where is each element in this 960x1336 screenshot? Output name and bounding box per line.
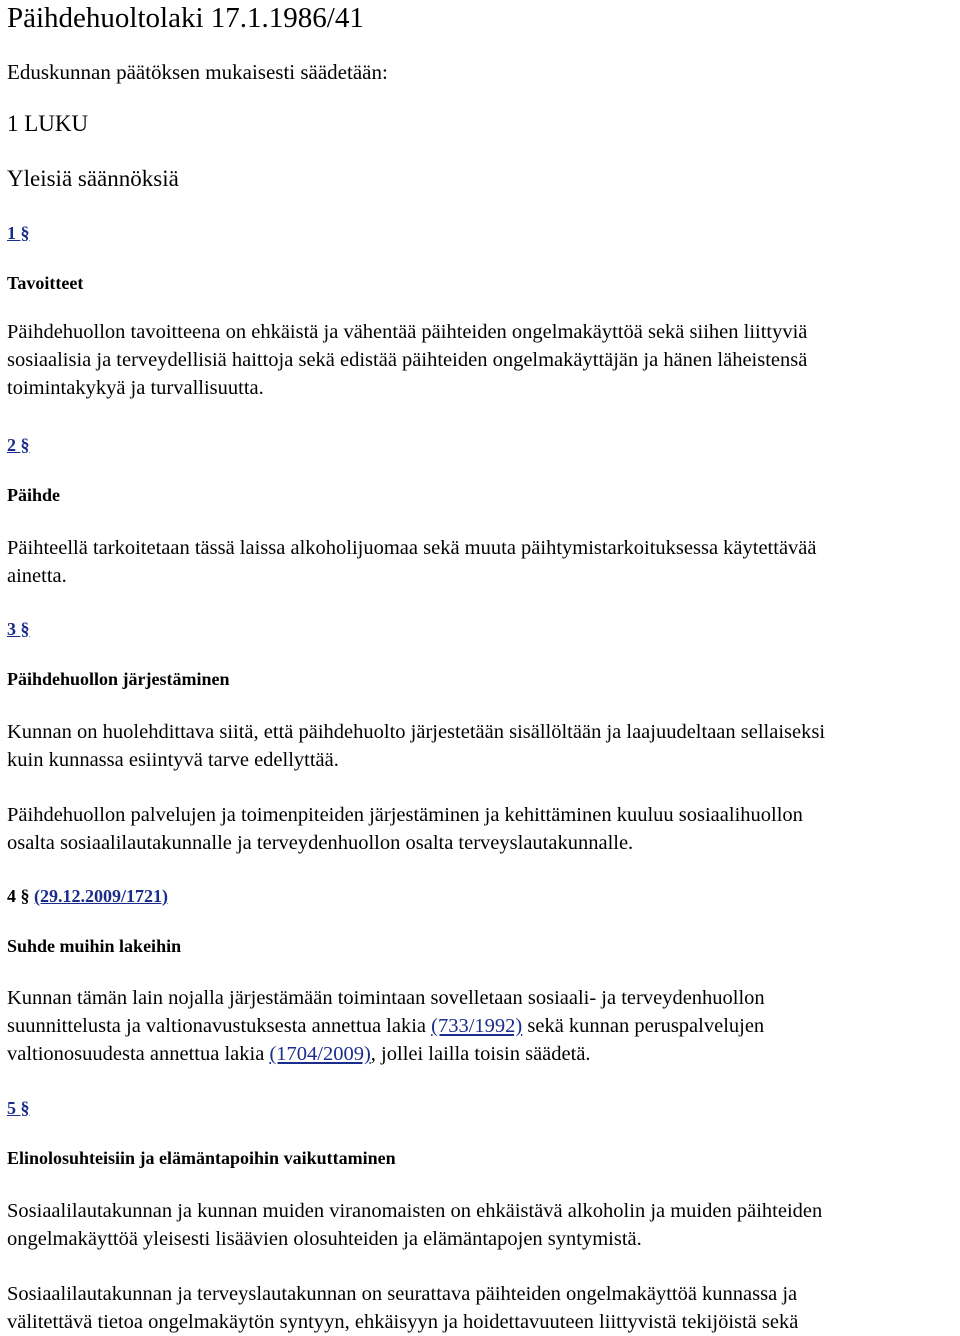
section-number: 5	[7, 1098, 16, 1118]
paragraph-line: osalta sosiaalilautakunnalle ja terveydenhuollon osalta terveyslautakunnalle.	[7, 832, 634, 854]
text-run: valtionosuudesta annettua lakia	[7, 1043, 270, 1065]
section-number: 1	[7, 223, 16, 243]
paragraph-line: Päihdehuollon tavoitteena on ehkäistä ja vähentää päihteiden ongelmakäyttöä sekä siihen liittyviä	[7, 321, 808, 343]
section-paragraph	[7, 801, 957, 857]
paragraph-line	[7, 1012, 957, 1040]
section-sign: §	[20, 223, 30, 243]
section-number: 2	[7, 435, 16, 455]
section-paragraph	[7, 984, 957, 1068]
section-heading: Tavoitteet	[7, 273, 84, 293]
paragraph-line: Kunnan on huolehdittava siitä, että päihdehuolto järjestetään sisällöltään ja laajuudeltaan sellaiseksi	[7, 721, 826, 743]
chapter-number: 1 LUKU	[7, 111, 89, 136]
section-2-link[interactable]	[7, 434, 30, 456]
paragraph-line: kuin kunnassa esiintyvä tarve edellyttää.	[7, 749, 339, 771]
section-heading: Suhde muihin lakeihin	[7, 936, 182, 956]
paragraph-line: sosiaalisia ja terveydellisiä haittoja sekä edistää päihteiden ongelmakäyttäjän ja hänen läheistensä	[7, 349, 808, 371]
section-5-link[interactable]	[7, 1097, 30, 1119]
text-run: , jollei lailla toisin säädetä.	[370, 1043, 591, 1065]
section-heading: Päihdehuollon järjestäminen	[7, 669, 230, 689]
law-reference-link[interactable]: (1704/2009)	[269, 1043, 371, 1065]
section-number: 3	[7, 619, 16, 639]
paragraph-line: Sosiaalilautakunnan ja terveyslautakunnan on seurattava päihteiden ongelmakäyttöä kunnassa ja	[7, 1283, 798, 1305]
paragraph-line	[7, 1040, 957, 1068]
text-run: sekä kunnan peruspalvelujen	[522, 1015, 765, 1037]
section-4-header	[7, 885, 168, 907]
section-heading: Päihde	[7, 485, 61, 505]
paragraph-line: Päihdehuollon palvelujen ja toimenpiteiden järjestäminen ja kehittäminen kuuluu sosiaalihuollon	[7, 804, 803, 826]
chapter-title: Yleisiä säännöksiä	[7, 166, 179, 191]
section-1-link[interactable]	[7, 222, 30, 244]
section-3-link[interactable]	[7, 618, 30, 640]
section-paragraph	[7, 1197, 957, 1253]
section-paragraph	[7, 1280, 957, 1336]
document-title: Päihdehuoltolaki 17.1.1986/41	[7, 2, 364, 34]
paragraph-line: Kunnan tämän lain nojalla järjestämään toimintaan sovelletaan sosiaali- ja terveydenhuollon	[7, 987, 765, 1009]
law-reference-link[interactable]: (733/1992)	[431, 1015, 523, 1037]
paragraph-line: ainetta.	[7, 565, 67, 587]
section-number: 4	[7, 886, 16, 906]
section-heading: Elinolosuhteisiin ja elämäntapoihin vaikuttaminen	[7, 1148, 396, 1168]
section-sign: §	[20, 886, 30, 906]
paragraph-line: toimintakykyä ja turvallisuutta.	[7, 377, 264, 399]
section-paragraph	[7, 318, 957, 402]
paragraph-line: Sosiaalilautakunnan ja kunnan muiden viranomaisten on ehkäistävä alkoholin ja muiden päihteiden	[7, 1200, 823, 1222]
section-sign: §	[20, 435, 30, 455]
paragraph-line: ongelmakäyttöä yleisesti lisäävien olosuhteiden ja elämäntapojen syntymistä.	[7, 1228, 642, 1250]
amendment-link[interactable]: (29.12.2009/1721)	[34, 886, 168, 906]
section-sign: §	[20, 1098, 30, 1118]
section-sign: §	[20, 619, 30, 639]
section-paragraph	[7, 534, 957, 590]
paragraph-line: välitettävä tietoa ongelmakäytön syntyyn, ehkäisyyn ja hoidettavuuteen liittyvistä tekijöistä sekä	[7, 1311, 799, 1333]
enactment-clause: Eduskunnan päätöksen mukaisesti säädetään:	[7, 60, 388, 84]
section-paragraph	[7, 718, 957, 774]
paragraph-line: Päihteellä tarkoitetaan tässä laissa alkoholijuomaa sekä muuta päihtymistarkoituksessa käytettävää	[7, 537, 817, 559]
text-run: suunnittelusta ja valtionavustuksesta annettua lakia	[7, 1015, 432, 1037]
